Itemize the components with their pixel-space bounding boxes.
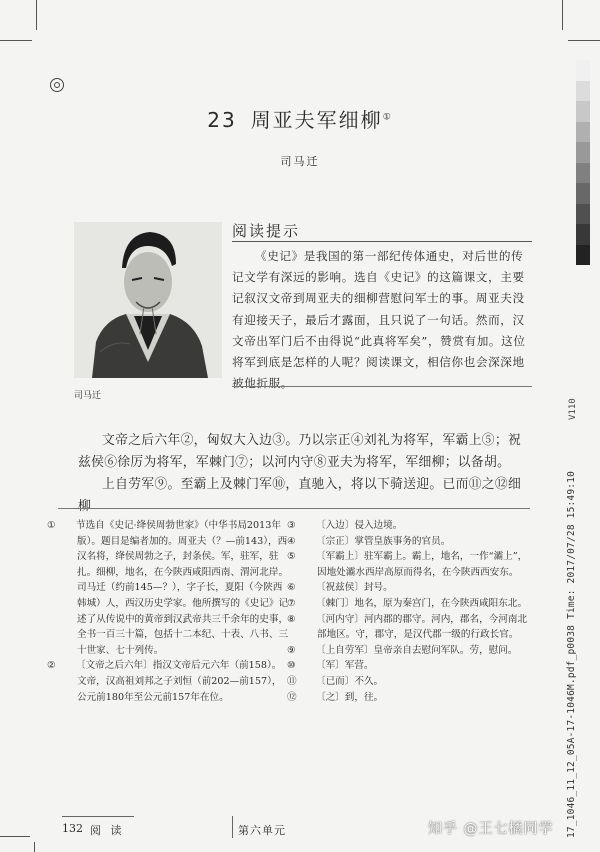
lesson-title-text: 周亚夫军细柳: [250, 108, 383, 132]
divider: [232, 386, 532, 387]
footnote-item: ⑦ 〔棘门〕地名，原为秦宫门，在今陕西咸阳东北。: [287, 597, 528, 609]
watermark: 知乎 @王七橘同学: [428, 821, 554, 837]
reading-tip-body: 《史记》是我国的第一部纪传体通史，对后世的传记文学有深远的影响。选自《史记》的这篇课文，主要记叙汉文帝到周亚夫的细柳营慰问军士的事。周亚夫没有迎接天子，最后才露面，且只说了一句话。然而，汉文帝出军门后不由得说“此真将军矣”，赞赏有加。这位将军到底是怎样的人呢？阅读课文，相信你也会深深地被他折服。: [232, 249, 526, 391]
divider: [232, 241, 532, 242]
section-label: 阅 读: [90, 824, 125, 837]
reading-tip-heading: 阅读提示: [232, 222, 301, 240]
footnote-item: ① 节选自《史记·绛侯周勃世家》（中华书局2013年版）。题目是编者加的。周亚夫（？—前143），西汉名将，绛侯周勃之子，封条侯。军，驻军，驻扎。细柳，地名，在今陕西咸阳西南、渭河北岸。司马迁（约前145—？），字子长，夏阳（今陕西韩城）人，西汉历史学家。他所撰写的《史记》记述了从传说中的黄帝到汉武帝共三千余年的史事，全书一百三十篇，包括十二本纪、十表、八书、三十世家、七十列传。: [47, 520, 289, 656]
unit-label: 第六单元: [238, 824, 286, 837]
footer-rule: [62, 816, 134, 817]
title-note-mark: ①: [382, 112, 393, 123]
footnote-item: ④ 〔宗正〕掌管皇族事务的官员。: [287, 535, 451, 547]
footnotes-right: [287, 518, 532, 705]
main-paragraph-2: 上自劳军⑨。至霸上及棘门军⑩，直驰入，将以下骑送迎。已而⑪之⑫细柳: [78, 477, 522, 514]
footnote-divider: [58, 508, 530, 509]
lesson-title: [0, 104, 600, 133]
footnote-item: ② 〔文帝之后六年〕指汉文帝后元六年（前158）。文帝，汉高祖刘邦之子刘恒（前202—前157），公元前180年至公元前157年在位。: [47, 660, 282, 703]
footnote-item: ⑧ 〔河内守〕河内郡的郡守。河内，郡名，今河南北部地区。守，郡守，是汉代郡一级的行政长官。: [287, 613, 528, 641]
side-code: V110: [568, 398, 578, 420]
footnote-item: ⑫ 〔之〕到，往。: [287, 691, 384, 703]
spiral-icon: [50, 78, 64, 92]
portrait-image: [74, 222, 222, 378]
footnotes-left: [47, 518, 290, 705]
footnote-item: ⑩ 〔军〕军营。: [287, 660, 374, 672]
page-number: 132: [62, 822, 83, 835]
footer-rule: [232, 816, 233, 838]
lesson-number: 23: [207, 108, 237, 132]
print-info: 17_1046_11_12_05A-17-1046M.pdf_p0038 Time: 2017/07/28 15:49:10: [566, 470, 577, 838]
footnote-item: ⑪ 〔已而〕不久。: [287, 675, 384, 687]
footnote-item: ⑥ 〔祝兹侯〕封号。: [287, 582, 393, 594]
footnote-item: ③ 〔入边〕侵入边境。: [287, 520, 403, 531]
footnote-item: ⑨ 〔上自劳军〕皇帝亲自去慰问军队。劳，慰问。: [287, 644, 518, 656]
portrait-caption: 司马迁: [74, 391, 102, 401]
main-paragraph-1: 文帝之后六年②，匈奴大入边③。乃以宗正④刘礼为将军，军霸上⑤；祝兹侯⑥徐厉为将军，军棘门⑦；以河内守⑧亚夫为将军，军细柳；以备胡。: [78, 433, 522, 470]
author-name: 司马迁: [280, 155, 320, 168]
footnote-item: ⑤ 〔军霸上〕驻军霸上。霸上，地名，一作“灞上”，因地处灞水西岸高原而得名，在今陕西西安东。: [287, 551, 528, 578]
